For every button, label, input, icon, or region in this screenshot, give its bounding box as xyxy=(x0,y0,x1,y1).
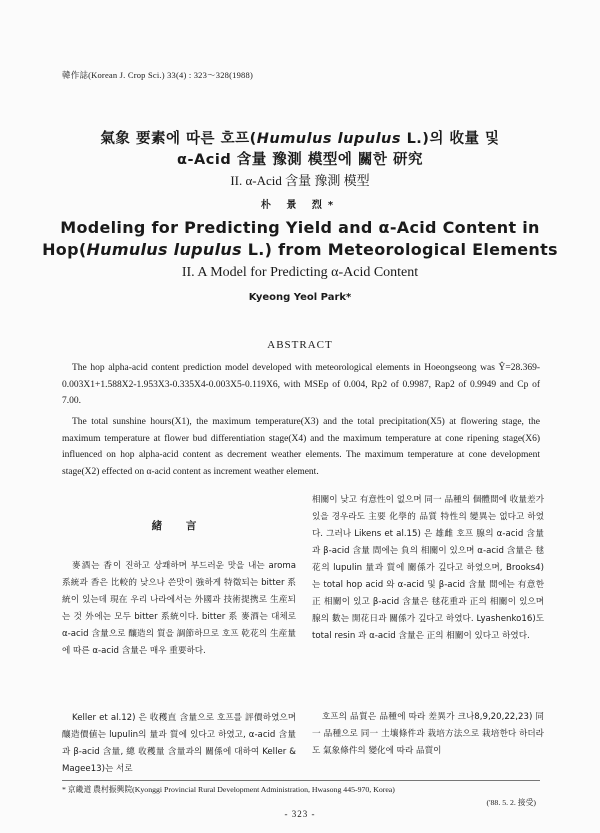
english-title-pre: Hop( xyxy=(42,240,87,259)
left-column-paragraph-1: 麥酒는 香이 진하고 상쾌하며 부드러운 맛을 내는 aroma 系統과 香은 比較的 낮으나 쓴맛이 強하게 特徵되는 bitter 系統이 있는데 現在 우리 나라에서는 外國과 技術提携로 生産되는 것 外에는 모두 bitter 系統이다. bitter 系 麥酒는 대체로 α-acid 含量으로 釀造의 質을 調節하므로 호프 乾花의 生産量에 따른 α-acid 含量은 매우 重要하다. xyxy=(62,561,296,656)
korean-title-species: Humulus lupulus xyxy=(256,131,402,147)
left-column-paragraph-2: Keller et al.12) 은 收穫直 含量으로 호프를 評價하였으며 釀造價値는 lupulin의 量과 質에 있다고 하였고, α-acid 含量과 β-acid 含量, 總 收穫量 含量과의 關係에 대하여 Keller & Magee13)는 서로 xyxy=(62,713,296,774)
korean-title-pre: 氣象 要素에 따른 호프( xyxy=(100,131,257,147)
korean-title-line2: α-Acid 含量 豫測 模型에 關한 研究 xyxy=(177,152,423,168)
english-subtitle: II. A Model for Predicting α-Acid Content xyxy=(181,265,419,280)
abstract-paragraph-1: The hop alpha-acid content prediction model developed with meteorological elements in Hoeongseong was Ŷ=28.369-0.003X1+1.588X2-1.953X3-0.335X4-0.003X5-0.119X6, with MSEp of 0.004, Rp2 of 0.9987, Rap2 of 0.9949 and Cp of 7.00. xyxy=(62,363,540,406)
english-title-post: L.) from Meteorological Elements xyxy=(241,240,558,259)
korean-title-post: L.)의 收量 및 xyxy=(401,131,500,147)
english-title-line2 xyxy=(0,240,600,259)
section-heading-introduction: 緒 言 xyxy=(151,520,207,532)
korean-author: 朴 景 烈* xyxy=(260,200,340,211)
korean-title-line1 xyxy=(0,127,600,148)
korean-subtitle: II. α-Acid 含量 豫測 模型 xyxy=(230,173,370,188)
english-author: Kyeong Yeol Park* xyxy=(248,292,352,303)
right-column-paragraph-2: 호프의 品質은 品種에 따라 差異가 크나8,9,20,22,23) 同一 品種으로 同一 土壤條件과 栽培方法으로 栽培한다 하더라도 氣象條件의 變化에 따라 品質이 xyxy=(312,712,544,756)
page-number: - 323 - xyxy=(284,809,316,819)
footnote-divider xyxy=(62,780,540,781)
right-column-paragraph-1: 相關이 낮고 有意性이 없으며 同一 品種의 個體間에 收量差가 있을 경우라도 主要 化學的 品質 特性의 變異는 없다고 하였다. 그러나 Likens et al.15) 은 雄雌 호프 腺의 α-acid 含量과 β-acid 含量 間에는 負의 相關이 있으며 α-acid 含量은 毬花의 lupulin 量과 質에 關係가 깊다고 하였으며, Brooks4) 는 total hop acid 와 α-acid 및 β-acid 含量 間에는 有意한 正 相關이 있고 β-acid 含量은 毬花重과 正의 相關이 있으며 腺의 數는 開花日과 關係가 깊다고 하였다. Lyashenko16)도 total resin 과 α-acid 含量은 正의 相關이 있다고 하였다. xyxy=(312,495,544,641)
journal-citation: 韓作誌(Korean J. Crop Sci.) 33(4) : 323～328(1988) xyxy=(62,70,253,80)
abstract-heading: ABSTRACT xyxy=(267,339,333,351)
english-title-line1: Modeling for Predicting Yield and α-Acid Content in xyxy=(60,218,540,237)
footnote-received-date: ('88. 5. 2. 接受) xyxy=(486,798,536,807)
english-title-species: Humulus lupulus xyxy=(86,240,242,259)
footnote-affiliation: * 京畿道 農村振興院(Kyonggi Provincial Rural Development Administration, Hwasong 445-970, Korea) xyxy=(62,785,395,794)
abstract-paragraph-2: The total sunshine hours(X1), the maximum temperature(X3) and the total precipitation(X5) at flowering stage, the maximum temperature at flower bud differentiation stage(X4) and the maximum temperature at cone ripening stage(X6) influenced on hop alpha-acid content as decrement weather elements. The maximum temperature at cone development stage(X2) effected on α-acid content as increment weather element. xyxy=(62,417,540,477)
